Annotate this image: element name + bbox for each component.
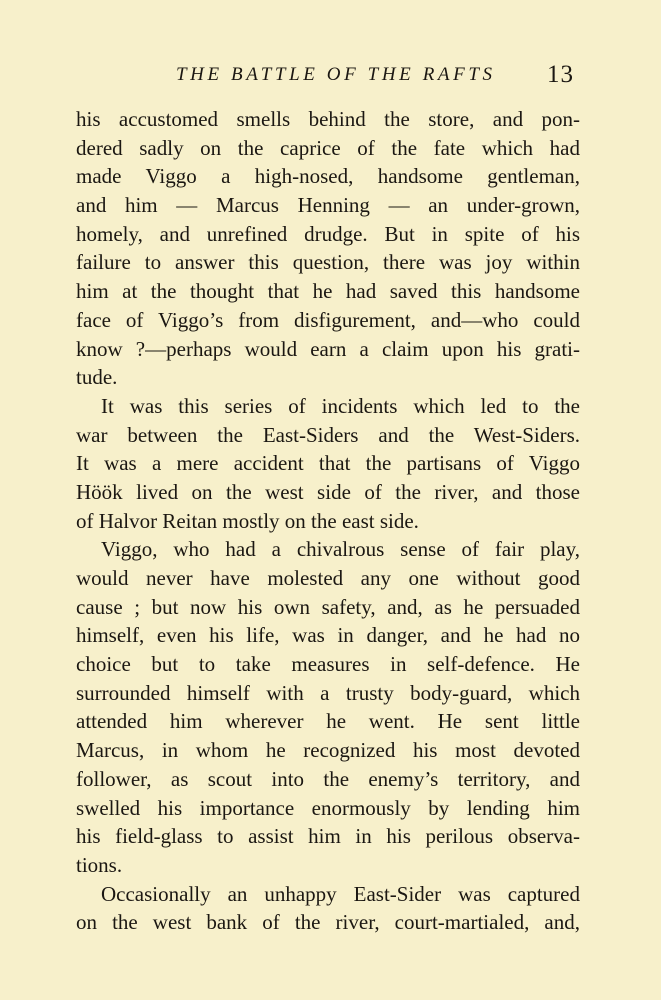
page-number: 13	[547, 61, 574, 88]
text-line: choice but to take measures in self-defence. He	[76, 652, 580, 677]
text-line: his field-glass to assist him in his perilous observa-	[76, 824, 580, 849]
text-line: cause ; but now his own safety, and, as he persuaded	[76, 594, 580, 619]
running-head	[76, 61, 580, 94]
text-line: and him — Marcus Henning — an under-grown,	[76, 193, 580, 218]
text-line: tude.	[76, 365, 118, 390]
text-line: his accustomed smells behind the store, and pon-	[76, 107, 580, 131]
text-line: failure to answer this question, there was joy within	[76, 250, 580, 275]
text-line: It was a mere accident that the partisans of Viggo	[76, 451, 580, 476]
text-line: attended him wherever he went. He sent little	[76, 709, 580, 734]
text-line: follower, as scout into the enemy’s territory, and	[76, 766, 580, 791]
text-line: made Viggo a high-nosed, handsome gentleman,	[76, 164, 580, 189]
running-head-title: THE BATTLE OF THE RAFTS	[176, 64, 496, 85]
text-line: swelled his importance enormously by lending him	[76, 795, 580, 820]
text-line: would never have molested any one without good	[76, 566, 580, 590]
text-line: Viggo, who had a chivalrous sense of fair play,	[101, 537, 580, 562]
text-line: surrounded himself with a trusty body-guard, which	[76, 680, 580, 705]
body-text	[76, 105, 580, 937]
text-line: himself, even his life, was in danger, and he had no	[76, 623, 580, 648]
text-line: Occasionally an unhappy East-Sider was captured	[101, 881, 580, 906]
text-line: face of Viggo’s from disfigurement, and—who could	[76, 307, 580, 332]
text-line: on the west bank of the river, court-martialed, and,	[76, 910, 580, 935]
text-line: dered sadly on the caprice of the fate which had	[76, 135, 580, 160]
text-line: Marcus, in whom he recognized his most devoted	[76, 738, 580, 763]
text-line: him at the thought that he had saved this handsome	[76, 279, 580, 304]
text-line: know ?—perhaps would earn a claim upon his grati-	[76, 336, 580, 361]
text-line: war between the East-Siders and the West-Siders.	[76, 422, 580, 447]
text-line: It was this series of incidents which led to the	[101, 393, 580, 418]
text-line: Höök lived on the west side of the river, and those	[76, 479, 580, 504]
text-line: homely, and unrefined drudge. But in spite of his	[76, 221, 580, 246]
text-line: of Halvor Reitan mostly on the east side.	[76, 508, 419, 533]
text-line: tions.	[76, 852, 123, 877]
